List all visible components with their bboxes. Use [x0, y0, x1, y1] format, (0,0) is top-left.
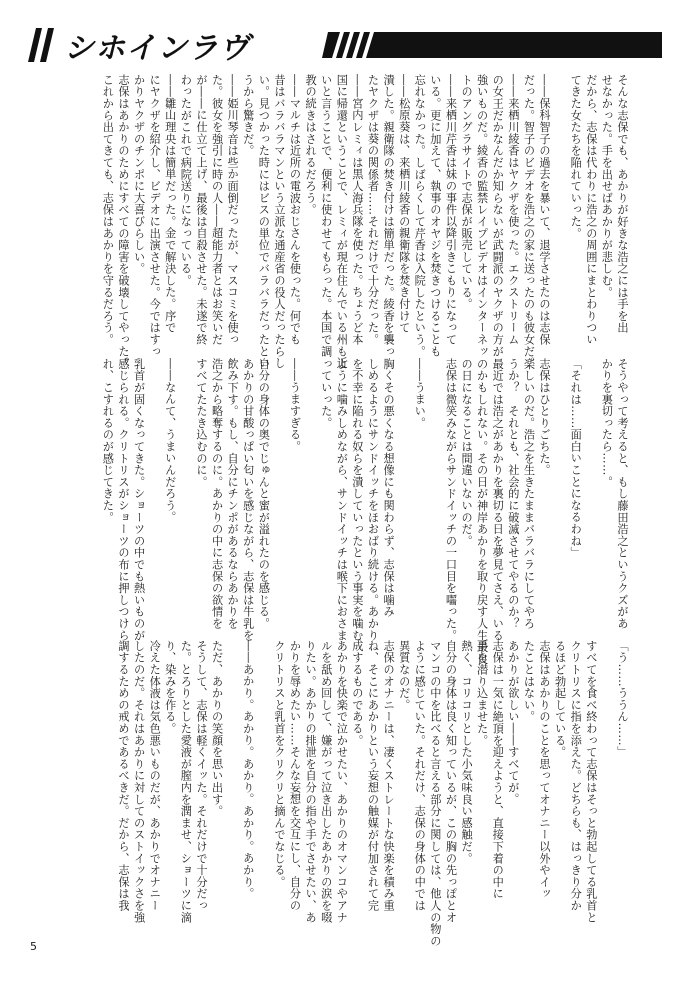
- text-line: 教の続きはされるだろう。: [304, 74, 318, 216]
- text-line: の日になることは間違いないのだ。: [460, 358, 474, 547]
- text-line: 熱く、コリコリとした小気味良い感触だ。: [460, 640, 474, 865]
- text-line: りたい。あかりの排泄を自分の指や手でさせたい、あ: [304, 640, 318, 924]
- text-line: [303, 358, 319, 688]
- text-line: のかもしれない。その日が神岸あかりを取り戻す人生最良: [475, 358, 489, 665]
- text-line: 飲み下す。もし、自分にチンポがあるならあかりを: [226, 358, 240, 630]
- text-line: 志保は一気に絶頂を迎えようと、直接下着の中に: [491, 640, 505, 900]
- text-line: の女王だかなんだか知らないが武闘派のヤクザの方が: [491, 74, 505, 358]
- text-line: 国に帰還ということで、レミィが現在住んでいる州も近: [335, 74, 349, 369]
- text-line: ――なんて、うまいんだろう。: [163, 358, 177, 524]
- text-line: にヤクザを紹介し、ビデオに出演させた。今ではすっ: [148, 74, 162, 358]
- text-line: かりを裏切ったら……。: [600, 358, 614, 488]
- text-line: [271, 358, 287, 688]
- text-line: 乳首が固くなってきた。ショーツの中でも熱いものが: [132, 358, 146, 642]
- text-line: クリトリスに指を添えた。どちらも、はっきり分か: [569, 640, 583, 912]
- text-line: あかりが欲しい――すべてが。: [506, 640, 520, 806]
- text-line: ――雛山理央は簡単だった。金で解決した。序で: [163, 74, 177, 334]
- text-line: あかりの甘酸っぱい匂いを感じながら、志保は牛乳を: [241, 358, 255, 642]
- text-line: た。彼女を強引に時の人――超能力者とはお笑いだ: [210, 74, 224, 346]
- text-line: ね、そこにあかりという妄想の触媒が付加されて完: [366, 640, 380, 912]
- text-line: 「う……ううん……」: [616, 640, 629, 758]
- text-line: 感じられる。クリトリスがショーツの布に押しつけら: [117, 358, 130, 642]
- text-line: [225, 640, 241, 970]
- text-line: そんな志保でも、あかりが好きな浩之には手を出: [616, 74, 629, 334]
- text-line: てきた女たちを陥れていった。: [569, 74, 583, 240]
- text-line: 忘れなかった。しばらくして芹香は入院したという。: [413, 74, 427, 358]
- text-line: 成するものである。: [350, 640, 364, 747]
- text-line: 調するための戒めであるべきだ。だから、志保は我: [117, 640, 130, 912]
- text-line: ――うますぎる。: [288, 358, 302, 453]
- text-line: 最近では浩之があかりを裏切る日を夢見てさえ、いる: [491, 358, 505, 642]
- text-line: だから、志保は代わりに浩之の周囲にまとわりつい: [584, 74, 598, 346]
- text-line: すべてを食べ終わって志保はそっと勃起してる乳首と: [584, 640, 598, 924]
- text-line: いと言うことで、便利に使わせてもらった。本国で調: [319, 74, 333, 358]
- text-line: ――来栖川綾香はヤクザを使った。エクストリーム: [506, 74, 520, 346]
- text-line: [552, 358, 568, 688]
- text-line: 潰した。親衛隊の焚き付けは簡単だった。綾香を襲っ: [382, 74, 396, 358]
- text-line: [552, 74, 568, 404]
- text-line: 昔はバラバラマンという立派な通産省の役人だったらし: [272, 74, 286, 369]
- text-line: ルを舐め回して、嫌がって泣き出したあかりの涙を啜: [319, 640, 333, 924]
- page-number: 5: [30, 940, 37, 953]
- text-line: マンコの中を比べると言える部分に関しては、他人の物の: [428, 640, 442, 947]
- text-line: かりヤクザのチンポに大喜びらしい。: [132, 74, 146, 275]
- text-line: ただ、あかりの笑顔を思い出す。: [210, 640, 224, 817]
- page-title: シホインラヴ: [64, 31, 250, 64]
- text-line: たヤクザは葵の関係者……それだけで十分だった。: [366, 74, 380, 346]
- text-line: すべてたたき込むのに。: [194, 358, 208, 488]
- text-line: り、染みを作る。: [163, 640, 177, 735]
- text-line: 「それは……面白いことになるわね」: [569, 358, 583, 559]
- text-line: ――姫川琴音は些か面倒だったが、マスコミを使っ: [226, 74, 240, 346]
- text-line: [396, 358, 412, 688]
- text-line: クリトリスと乳首をクリクリと摘んでなじる。: [272, 640, 286, 888]
- text-line: た。とろりとした愛液が膣内を潤ませ、ショーツに滴: [179, 640, 193, 924]
- text-line: 志保のオナニーは、凄くストレートな快楽を積み重: [382, 640, 396, 912]
- text-line: ように噛みしめながら、サンドイッチは喉下におさま: [335, 358, 349, 642]
- text-line: 自分の身体は良く知っているが、この胸の先っぽとオ: [444, 640, 458, 924]
- text-line: 異質なのだ。: [397, 640, 411, 711]
- text-line: そうやって考えると、もし藤田浩之というクズがあ: [616, 358, 629, 630]
- text-line: [147, 358, 163, 688]
- text-line: かりを辱めたい……そんな妄想を交互にし、自分の: [288, 640, 302, 912]
- text-line: [599, 640, 615, 970]
- text-line: 楽しいのだ。浩之を生きたままバラバラにしてやろ: [522, 358, 536, 630]
- text-line: 志保は微笑みながらサンドイッチの一口目を囓った。: [444, 358, 458, 642]
- text-line: 胸くその悪くなる想像にも関わらず、志保は噛み: [382, 358, 396, 618]
- text-line: 浩之から略奪するのに。あかりの中に志保の欲情を: [210, 358, 224, 630]
- text-column-upper: [100, 74, 630, 404]
- text-line: [583, 358, 599, 688]
- text-line: トのアングラサイトで志保が販売している。: [460, 74, 474, 310]
- text-line: あかりを快楽で泣かせたい、あかりのオマンコやアナ: [335, 640, 349, 924]
- text-line: 手を潜り込ませた。: [475, 640, 489, 747]
- text-line: を不幸に陥れる奴らを潰していったという事実を噛む: [350, 358, 364, 642]
- text-line: 冷えた体液は気色悪いものだが、あかりでオナニー: [148, 640, 162, 912]
- text-line: 強いものだ。綾香の監禁レイプビデオはインターネッ: [475, 74, 489, 358]
- text-line: うから驚きだ。: [241, 74, 255, 157]
- text-line: [427, 358, 443, 688]
- text-line: [256, 640, 272, 970]
- text-line: せなかった。手を出せばあかりが悲しむ。: [600, 74, 614, 299]
- text-line: ように感じていた。それだけ、志保の身体の中では: [413, 640, 427, 912]
- text-line: ――うまい。: [413, 358, 427, 429]
- text-line: っていった。: [319, 358, 333, 429]
- text-line: しめるようにサンドイッチをほおばり続ける。あかり: [366, 358, 380, 642]
- text-line: [178, 358, 194, 688]
- text-line: るほど勃起している。: [553, 640, 567, 758]
- text-line: いる。更に加えて、執事のオヤジを焚きつけることも: [428, 74, 442, 358]
- text-line: ――マルチは近所の電波おじさんを使った。何でも: [288, 74, 302, 346]
- title-banner: [28, 24, 662, 64]
- text-line: が――に仕立て上げ、最後は自殺させた。未遂で終: [194, 74, 208, 346]
- text-line: 志保はあかりのことを思ってオナニー以外やイッ: [538, 640, 552, 900]
- text-column-middle: [100, 358, 630, 688]
- text-line: 志保はあかりのためにすべての障害を破壊してやった。: [117, 74, 130, 369]
- text-line: だった。智子のビデオを浩之の家に送ったのも彼女だ。: [522, 74, 536, 369]
- text-line: したのだ。それはあかりに対してのストイックさを強: [132, 640, 146, 924]
- text-line: これから出てきても、志保はあかりを守るだろう。: [101, 74, 115, 346]
- text-line: 自分の身体の奥でじゅんと蜜が溢れたのを感じる。: [257, 358, 271, 630]
- text-line: 志保はひとりごちた。: [538, 358, 552, 476]
- text-line: い。見つかった時にはビスの単位でバラバラだったとい: [257, 74, 271, 369]
- text-line: うか？ それとも、社会的に破滅させてやるのか？: [506, 358, 520, 630]
- text-line: ――松原葵は、来栖川綾香の親衛隊を焚き付けて: [397, 74, 411, 334]
- text-line: れ、こすれるのが感じてきた。: [101, 358, 115, 524]
- text-line: ――あかり。あかり。あかり。あかり。あかり。: [241, 640, 255, 900]
- text-line: そうして、志保は軽くイッた。それだけで十分だっ: [194, 640, 208, 912]
- text-column-lower: [115, 640, 630, 970]
- text-line: わったがこれで病院送りになっている。: [179, 74, 193, 287]
- text-line: たことはない。: [522, 640, 536, 723]
- text-line: ――宮内レミィは黒人海兵隊を使った。ちょうど本: [350, 74, 364, 346]
- text-line: ――来栖川芹香は妹の事件以降引きこもりになって: [444, 74, 458, 346]
- text-line: ――保科智子の過去を暴いて、退学させたのは志保: [538, 74, 552, 346]
